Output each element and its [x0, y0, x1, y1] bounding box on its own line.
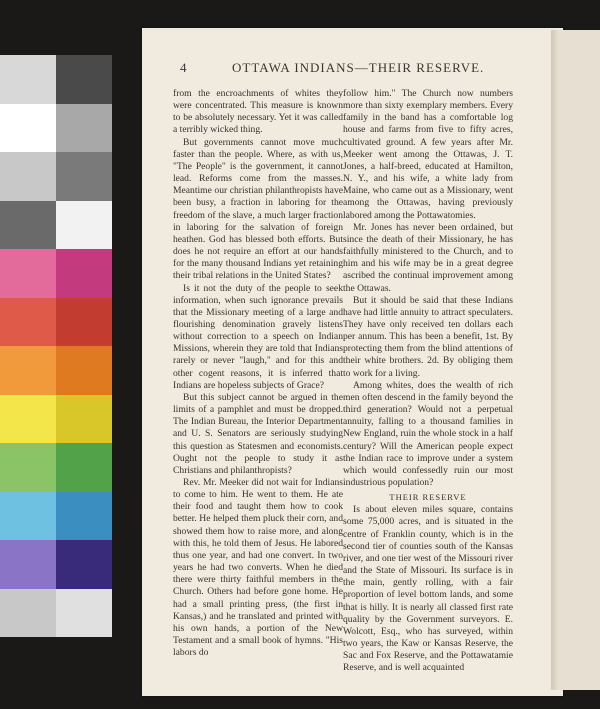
- color-swatch: [56, 443, 112, 492]
- color-swatch-row: [0, 152, 112, 201]
- color-swatch: [56, 540, 112, 589]
- color-swatch: [56, 201, 112, 250]
- color-swatch: [56, 152, 112, 201]
- color-swatch: [0, 104, 56, 153]
- color-swatch: [56, 492, 112, 541]
- color-swatch-row: [0, 104, 112, 153]
- paragraph: Rev. Mr. Meeker did not wait for Indians to come to him. He went to them. He ate their food and taught them how to cook better. He helped them pluck their corn, and showed them how to raise more, and along with this, he told them of Jesus. He labored thus one year, and had one convert. In two years he had two converts. When he died there were thirty faithful members in the Church. Others had before gone home. He had a small printing press, (the first in Kansas,) and he translated and printed with his own hands, a portion of the New Testament and a small book of hymns. "His labors do: [173, 477, 343, 659]
- color-swatch: [0, 492, 56, 541]
- color-swatch: [56, 589, 112, 638]
- color-swatch-row: [0, 55, 112, 104]
- color-swatch-row: [0, 443, 112, 492]
- section-heading: THEIR RESERVE: [389, 492, 467, 503]
- color-swatch: [56, 346, 112, 395]
- color-swatch-row: [0, 492, 112, 541]
- paragraph: from the encroachments of whites they were concentrated. This measure is known to be absolutely necessary. Yet it was called a terribly wicked thing.: [173, 88, 343, 136]
- paragraph: Mr. Jones has never been ordained, but since the death of their Missionary, he has faithfully ministered to the Church, and to him and his wife may be in a great degree ascribed the continual improvement among the Ottawas.: [343, 221, 513, 294]
- color-swatch-row: [0, 201, 112, 250]
- color-swatch: [56, 249, 112, 298]
- color-swatch: [0, 395, 56, 444]
- color-swatch-row: [0, 589, 112, 638]
- color-swatch: [0, 443, 56, 492]
- color-swatch: [56, 55, 112, 104]
- running-title: OTTAWA INDIANS—THEIR RESERVE.: [232, 60, 485, 75]
- paragraph: follow him." The Church now numbers more than sixty exemplary members. Every family in the band has a comfortable log house and farms from five to fifty acres, cultivated ground. A few years after Mr. Meeker went among the Ottawas, J. T. Jones, a half-breed, educated at Hamilton, N. Y., and his wife, a white lady from Maine, who came out as a Missionary, went among the Ottawas, having previously labored among the Pottawatomies.: [343, 88, 513, 221]
- next-page-edge: [558, 30, 600, 690]
- color-swatch: [0, 201, 56, 250]
- color-swatch-row: [0, 249, 112, 298]
- page-number: 4: [180, 60, 187, 75]
- color-swatch-row: [0, 540, 112, 589]
- right-column: [343, 88, 513, 675]
- color-swatch: [0, 152, 56, 201]
- left-column: [173, 88, 343, 659]
- color-swatch: [56, 104, 112, 153]
- color-swatch-row: [0, 346, 112, 395]
- color-swatch: [0, 589, 56, 638]
- color-swatch: [0, 540, 56, 589]
- paragraph: Is it not the duty of the people to seek information, when such ignorance prevails that the Missionary meeting of a large and flourishing denomination gravely listens without correction to a speech on Indian Missions, wherein they are told that Indians rarely or never "laugh," and for this and other cogent reasons, it is inferred that Indians are hopeless subjects of Grace?: [173, 282, 343, 391]
- color-swatch: [0, 55, 56, 104]
- color-swatch: [0, 249, 56, 298]
- paragraph: But this subject cannot be argued in the limits of a pamphlet and must be dropped. The Indian Bureau, the Interior Department and U. S. Senators are seriously studying this question as Statesmen and economists. Ought not the people to study it as Christians and philanthropists?: [173, 391, 343, 476]
- paragraph: But it should be said that these Indians have had little annuity to attract speculaters. They have only received ten dollars each per annum. This has been a benefit, 1st. By protecting them from the blind attentions of their white brothers. 2d. By obliging them to work for a living.: [343, 294, 513, 379]
- paragraph: But governments cannot move much faster than the people. Where, as with us, "The People" is the government, it cannot lead. Reforms come from the masses. Meantime our christian philanthropists have been busy, a fraction in laboring for the freedom of the slave, a much larger fraction in laboring for the salvation of foreign heathen. God has blessed both efforts. But does he not require an effort at our hands for the many thousand Indians yet retaining their tribal relations in the United States?: [173, 136, 343, 282]
- color-swatch: [0, 298, 56, 347]
- color-swatch-row: [0, 395, 112, 444]
- color-swatch: [56, 395, 112, 444]
- color-swatch-row: [0, 298, 112, 347]
- color-swatch: [56, 298, 112, 347]
- color-swatch: [0, 346, 56, 395]
- paragraph: Among whites, does the wealth of rich men often descend in the family beyond the third generation? Would not a perpetual annuity, falling to a thousand families in New England, ruin the whole stock in a half century? Will the American people expect the Indian race to improve under a system which would confessedly ruin our most industrious population?: [343, 379, 513, 488]
- color-calibration-card: [0, 55, 112, 637]
- paragraph: Is about eleven miles square, contains some 75,000 acres, and is situated in the centre of Franklin county, which is in the second tier of counties south of the Kansas river, and one tier west of the Missouri river and the State of Missouri. Its surface is in the main, gently rolling, with a fair proportion of level bottom lands, and some that is hilly. It is nearly all classed first rate quality by the Government surveyors. E. Wolcott, Esq., who has surveyed, within two years, the Kaw or Kansas Reserve, the Sac and Fox Reserve, and the Pottawatamie Reserve, and is well acquainted: [343, 504, 513, 674]
